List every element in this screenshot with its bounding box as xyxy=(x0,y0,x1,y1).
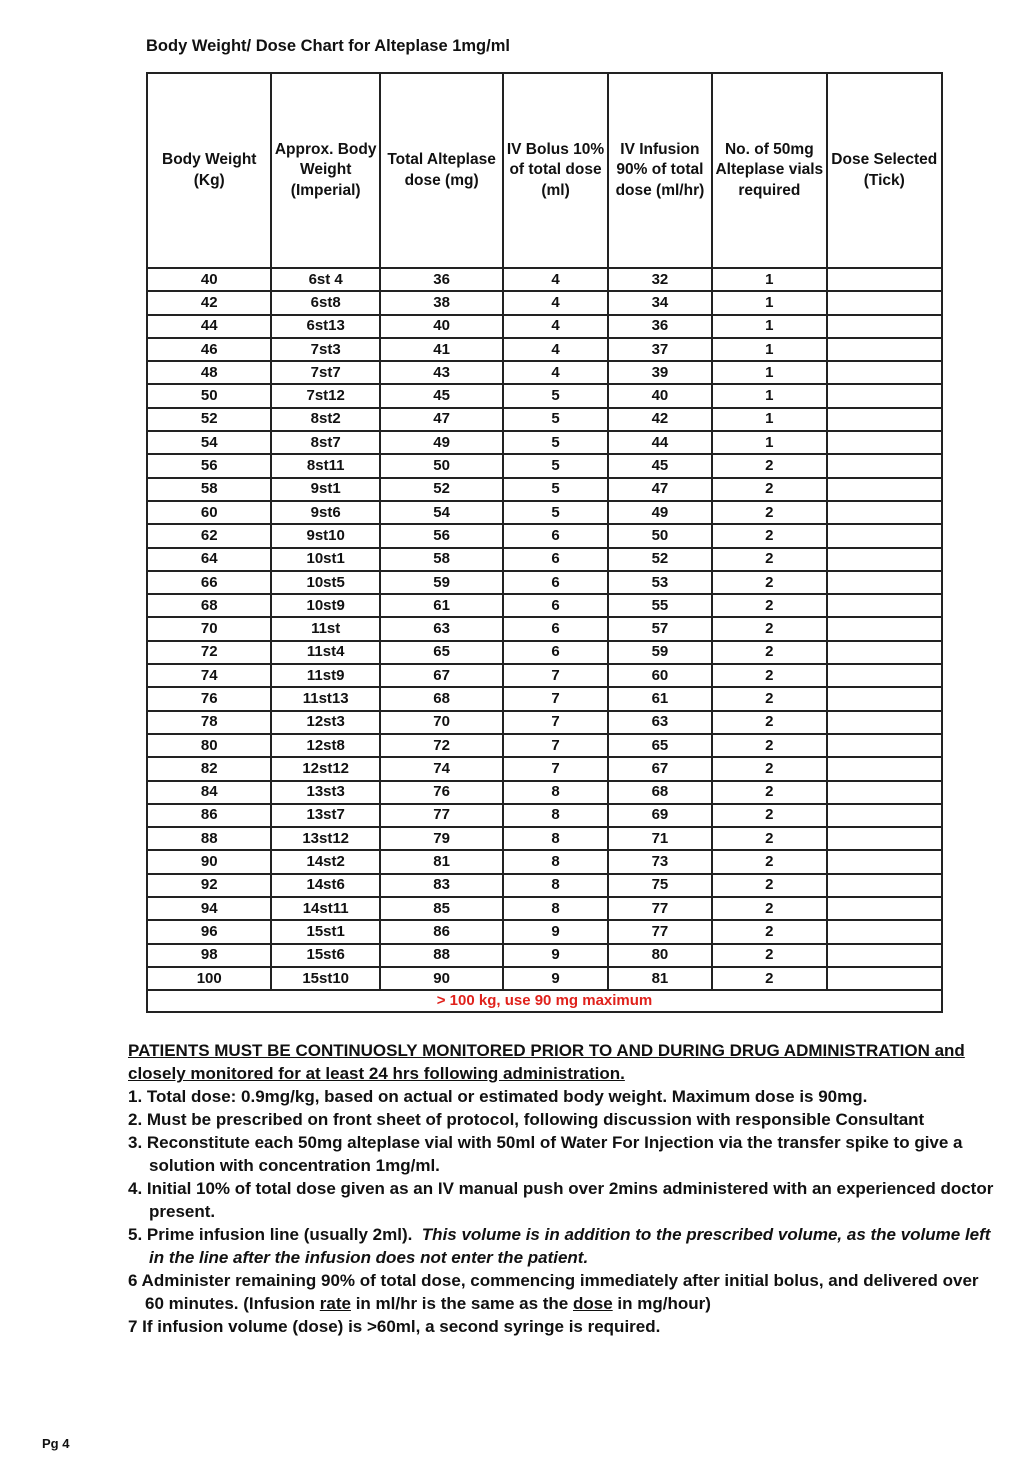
header-dose-selected: Dose Selected (Tick) xyxy=(827,73,942,268)
cell-weight-imperial: 14st6 xyxy=(271,874,379,897)
table-body xyxy=(147,268,942,990)
cell-vials: 2 xyxy=(712,781,826,804)
cell-iv-bolus: 7 xyxy=(503,757,607,780)
table-row xyxy=(147,594,942,617)
cell-total-dose: 83 xyxy=(380,874,503,897)
cell-dose-selected[interactable] xyxy=(827,338,942,361)
instruction-5 xyxy=(128,1223,998,1269)
cell-iv-infusion: 69 xyxy=(608,804,712,827)
cell-dose-selected[interactable] xyxy=(827,874,942,897)
cell-weight-kg: 84 xyxy=(147,781,271,804)
table-row xyxy=(147,454,942,477)
cell-weight-imperial: 12st3 xyxy=(271,711,379,734)
cell-iv-infusion: 59 xyxy=(608,641,712,664)
cell-iv-bolus: 8 xyxy=(503,850,607,873)
cell-iv-bolus: 7 xyxy=(503,664,607,687)
table-row xyxy=(147,408,942,431)
cell-dose-selected[interactable] xyxy=(827,617,942,640)
cell-weight-imperial: 12st12 xyxy=(271,757,379,780)
cell-dose-selected[interactable] xyxy=(827,944,942,967)
cell-dose-selected[interactable] xyxy=(827,478,942,501)
cell-total-dose: 52 xyxy=(380,478,503,501)
cell-weight-imperial: 13st3 xyxy=(271,781,379,804)
cell-total-dose: 67 xyxy=(380,664,503,687)
cell-weight-kg: 60 xyxy=(147,501,271,524)
cell-vials: 2 xyxy=(712,571,826,594)
cell-weight-kg: 44 xyxy=(147,315,271,338)
cell-vials: 1 xyxy=(712,291,826,314)
cell-total-dose: 88 xyxy=(380,944,503,967)
cell-total-dose: 65 xyxy=(380,641,503,664)
cell-weight-kg: 48 xyxy=(147,361,271,384)
cell-weight-kg: 50 xyxy=(147,384,271,407)
cell-iv-bolus: 6 xyxy=(503,524,607,547)
cell-iv-bolus: 4 xyxy=(503,361,607,384)
cell-weight-kg: 56 xyxy=(147,454,271,477)
table-row xyxy=(147,617,942,640)
cell-total-dose: 85 xyxy=(380,897,503,920)
table-row xyxy=(147,734,942,757)
table-row xyxy=(147,664,942,687)
instructions xyxy=(128,1039,998,1338)
cell-vials: 2 xyxy=(712,687,826,710)
cell-iv-bolus: 8 xyxy=(503,897,607,920)
cell-dose-selected[interactable] xyxy=(827,757,942,780)
cell-dose-selected[interactable] xyxy=(827,850,942,873)
cell-weight-kg: 98 xyxy=(147,944,271,967)
cell-vials: 2 xyxy=(712,920,826,943)
cell-vials: 2 xyxy=(712,501,826,524)
cell-iv-infusion: 77 xyxy=(608,920,712,943)
cell-dose-selected[interactable] xyxy=(827,524,942,547)
cell-total-dose: 68 xyxy=(380,687,503,710)
cell-total-dose: 49 xyxy=(380,431,503,454)
cell-dose-selected[interactable] xyxy=(827,384,942,407)
cell-iv-infusion: 71 xyxy=(608,827,712,850)
page-title: Body Weight/ Dose Chart for Alteplase 1mg/ml xyxy=(146,37,510,55)
cell-vials: 2 xyxy=(712,478,826,501)
cell-weight-imperial: 11st13 xyxy=(271,687,379,710)
cell-iv-infusion: 65 xyxy=(608,734,712,757)
cell-iv-infusion: 36 xyxy=(608,315,712,338)
cell-iv-bolus: 4 xyxy=(503,338,607,361)
cell-dose-selected[interactable] xyxy=(827,408,942,431)
cell-total-dose: 79 xyxy=(380,827,503,850)
cell-iv-infusion: 77 xyxy=(608,897,712,920)
table-row xyxy=(147,361,942,384)
cell-iv-bolus: 8 xyxy=(503,781,607,804)
cell-vials: 2 xyxy=(712,874,826,897)
cell-vials: 2 xyxy=(712,757,826,780)
cell-dose-selected[interactable] xyxy=(827,641,942,664)
cell-dose-selected[interactable] xyxy=(827,291,942,314)
cell-weight-imperial: 15st10 xyxy=(271,967,379,990)
cell-iv-infusion: 34 xyxy=(608,291,712,314)
table-row xyxy=(147,850,942,873)
table-row xyxy=(147,687,942,710)
cell-total-dose: 45 xyxy=(380,384,503,407)
cell-weight-kg: 100 xyxy=(147,967,271,990)
table-row xyxy=(147,874,942,897)
cell-weight-imperial: 9st10 xyxy=(271,524,379,547)
table-row xyxy=(147,548,942,571)
cell-iv-bolus: 8 xyxy=(503,874,607,897)
cell-total-dose: 72 xyxy=(380,734,503,757)
cell-iv-infusion: 50 xyxy=(608,524,712,547)
cell-weight-kg: 52 xyxy=(147,408,271,431)
instruction-6-text: 6 Administer remaining 90% of total dose, commencing immediately after initial bolus, and delivered over 60 minutes. (Infusion xyxy=(128,1271,979,1313)
table-row xyxy=(147,641,942,664)
cell-total-dose: 63 xyxy=(380,617,503,640)
cell-weight-kg: 88 xyxy=(147,827,271,850)
cell-weight-kg: 68 xyxy=(147,594,271,617)
cell-weight-kg: 80 xyxy=(147,734,271,757)
cell-iv-infusion: 63 xyxy=(608,711,712,734)
cell-vials: 1 xyxy=(712,431,826,454)
cell-iv-infusion: 81 xyxy=(608,967,712,990)
cell-iv-infusion: 75 xyxy=(608,874,712,897)
table-row xyxy=(147,431,942,454)
cell-total-dose: 59 xyxy=(380,571,503,594)
cell-iv-infusion: 57 xyxy=(608,617,712,640)
cell-total-dose: 61 xyxy=(380,594,503,617)
instruction-7: 7 If infusion volume (dose) is >60ml, a second syringe is required. xyxy=(128,1317,661,1336)
cell-iv-bolus: 5 xyxy=(503,408,607,431)
cell-weight-imperial: 13st7 xyxy=(271,804,379,827)
cell-iv-bolus: 9 xyxy=(503,967,607,990)
cell-weight-kg: 46 xyxy=(147,338,271,361)
cell-iv-infusion: 44 xyxy=(608,431,712,454)
cell-vials: 2 xyxy=(712,804,826,827)
cell-dose-selected[interactable] xyxy=(827,734,942,757)
cell-weight-kg: 86 xyxy=(147,804,271,827)
cell-dose-selected[interactable] xyxy=(827,967,942,990)
cell-dose-selected[interactable] xyxy=(827,664,942,687)
cell-dose-selected[interactable] xyxy=(827,268,942,291)
cell-weight-imperial: 10st1 xyxy=(271,548,379,571)
cell-vials: 2 xyxy=(712,664,826,687)
cell-weight-imperial: 11st9 xyxy=(271,664,379,687)
cell-total-dose: 74 xyxy=(380,757,503,780)
cell-iv-bolus: 8 xyxy=(503,827,607,850)
table-row xyxy=(147,291,942,314)
cell-weight-imperial: 7st12 xyxy=(271,384,379,407)
cell-iv-infusion: 39 xyxy=(608,361,712,384)
cell-vials: 1 xyxy=(712,315,826,338)
cell-weight-imperial: 6st 4 xyxy=(271,268,379,291)
cell-weight-imperial: 14st2 xyxy=(271,850,379,873)
cell-total-dose: 76 xyxy=(380,781,503,804)
cell-dose-selected[interactable] xyxy=(827,827,942,850)
instruction-3: 3. Reconstitute each 50mg alteplase vial with 50ml of Water For Injection via the transfer spike to give a solution with concentration 1mg/ml. xyxy=(128,1133,963,1175)
cell-weight-imperial: 15st6 xyxy=(271,944,379,967)
dose-chart-table xyxy=(146,72,943,1013)
header-iv-infusion: IV Infusion 90% of total dose (ml/hr) xyxy=(608,73,712,268)
cell-iv-bolus: 6 xyxy=(503,571,607,594)
cell-vials: 1 xyxy=(712,361,826,384)
header-iv-bolus: IV Bolus 10% of total dose (ml) xyxy=(503,73,607,268)
cell-weight-kg: 90 xyxy=(147,850,271,873)
header-body-weight-kg: Body Weight (Kg) xyxy=(147,73,271,268)
table-row xyxy=(147,804,942,827)
table-row xyxy=(147,524,942,547)
cell-iv-bolus: 5 xyxy=(503,454,607,477)
cell-vials: 2 xyxy=(712,967,826,990)
cell-weight-imperial: 13st12 xyxy=(271,827,379,850)
cell-weight-kg: 66 xyxy=(147,571,271,594)
cell-vials: 2 xyxy=(712,454,826,477)
cell-total-dose: 43 xyxy=(380,361,503,384)
table-row xyxy=(147,897,942,920)
cell-weight-kg: 64 xyxy=(147,548,271,571)
table-row xyxy=(147,268,942,291)
cell-weight-imperial: 7st7 xyxy=(271,361,379,384)
cell-weight-kg: 82 xyxy=(147,757,271,780)
cell-iv-infusion: 49 xyxy=(608,501,712,524)
cell-total-dose: 41 xyxy=(380,338,503,361)
cell-iv-infusion: 55 xyxy=(608,594,712,617)
table-row xyxy=(147,827,942,850)
cell-vials: 2 xyxy=(712,711,826,734)
cell-weight-imperial: 10st9 xyxy=(271,594,379,617)
instruction-1: 1. Total dose: 0.9mg/kg, based on actual or estimated body weight. Maximum dose is 90mg. xyxy=(128,1087,868,1106)
cell-iv-infusion: 73 xyxy=(608,850,712,873)
cell-iv-infusion: 67 xyxy=(608,757,712,780)
cell-iv-infusion: 80 xyxy=(608,944,712,967)
cell-total-dose: 47 xyxy=(380,408,503,431)
cell-iv-infusion: 40 xyxy=(608,384,712,407)
cell-weight-kg: 72 xyxy=(147,641,271,664)
cell-dose-selected[interactable] xyxy=(827,594,942,617)
cell-vials: 2 xyxy=(712,594,826,617)
cell-iv-infusion: 52 xyxy=(608,548,712,571)
header-total-dose: Total Alteplase dose (mg) xyxy=(380,73,503,268)
instruction-6-text-c: in mg/hour) xyxy=(617,1294,711,1313)
cell-total-dose: 36 xyxy=(380,268,503,291)
cell-weight-imperial: 15st1 xyxy=(271,920,379,943)
cell-weight-imperial: 9st6 xyxy=(271,501,379,524)
cell-weight-imperial: 8st7 xyxy=(271,431,379,454)
cell-total-dose: 77 xyxy=(380,804,503,827)
cell-vials: 2 xyxy=(712,944,826,967)
table-row xyxy=(147,711,942,734)
cell-iv-bolus: 6 xyxy=(503,641,607,664)
cell-iv-infusion: 53 xyxy=(608,571,712,594)
table-row xyxy=(147,967,942,990)
cell-vials: 2 xyxy=(712,827,826,850)
instruction-6-text-b: in ml/hr is the same as the xyxy=(355,1294,569,1313)
cell-total-dose: 50 xyxy=(380,454,503,477)
cell-vials: 2 xyxy=(712,641,826,664)
cell-iv-infusion: 68 xyxy=(608,781,712,804)
instruction-6-dose: dose xyxy=(573,1294,613,1313)
cell-weight-kg: 58 xyxy=(147,478,271,501)
cell-iv-bolus: 5 xyxy=(503,431,607,454)
page-number: Pg 4 xyxy=(42,1436,70,1451)
cell-weight-imperial: 9st1 xyxy=(271,478,379,501)
cell-iv-bolus: 4 xyxy=(503,291,607,314)
cell-total-dose: 38 xyxy=(380,291,503,314)
cell-iv-bolus: 9 xyxy=(503,944,607,967)
cell-iv-infusion: 32 xyxy=(608,268,712,291)
cell-weight-kg: 54 xyxy=(147,431,271,454)
cell-weight-kg: 78 xyxy=(147,711,271,734)
cell-weight-imperial: 6st13 xyxy=(271,315,379,338)
cell-iv-bolus: 6 xyxy=(503,594,607,617)
cell-total-dose: 54 xyxy=(380,501,503,524)
cell-dose-selected[interactable] xyxy=(827,315,942,338)
cell-weight-imperial: 11st xyxy=(271,617,379,640)
cell-vials: 1 xyxy=(712,408,826,431)
cell-dose-selected[interactable] xyxy=(827,361,942,384)
cell-iv-infusion: 37 xyxy=(608,338,712,361)
table-footer-row xyxy=(147,990,942,1012)
cell-iv-bolus: 4 xyxy=(503,315,607,338)
cell-total-dose: 56 xyxy=(380,524,503,547)
cell-dose-selected[interactable] xyxy=(827,711,942,734)
cell-iv-bolus: 4 xyxy=(503,268,607,291)
instruction-6-rate: rate xyxy=(319,1294,351,1313)
table-row xyxy=(147,315,942,338)
instruction-2: 2. Must be prescribed on front sheet of protocol, following discussion with responsible Consultant xyxy=(128,1110,925,1129)
table-row xyxy=(147,478,942,501)
cell-total-dose: 70 xyxy=(380,711,503,734)
cell-weight-imperial: 10st5 xyxy=(271,571,379,594)
max-dose-note: > 100 kg, use 90 mg maximum xyxy=(147,990,942,1012)
cell-weight-kg: 62 xyxy=(147,524,271,547)
cell-iv-bolus: 7 xyxy=(503,711,607,734)
cell-weight-kg: 94 xyxy=(147,897,271,920)
table-row xyxy=(147,338,942,361)
cell-iv-bolus: 5 xyxy=(503,384,607,407)
cell-weight-kg: 40 xyxy=(147,268,271,291)
header-body-weight-imperial: Approx. Body Weight (Imperial) xyxy=(271,73,379,268)
cell-weight-imperial: 14st11 xyxy=(271,897,379,920)
cell-weight-imperial: 8st2 xyxy=(271,408,379,431)
cell-dose-selected[interactable] xyxy=(827,920,942,943)
cell-iv-bolus: 5 xyxy=(503,478,607,501)
table-row xyxy=(147,920,942,943)
cell-total-dose: 90 xyxy=(380,967,503,990)
cell-dose-selected[interactable] xyxy=(827,454,942,477)
cell-weight-kg: 96 xyxy=(147,920,271,943)
cell-iv-bolus: 9 xyxy=(503,920,607,943)
cell-weight-kg: 76 xyxy=(147,687,271,710)
cell-dose-selected[interactable] xyxy=(827,571,942,594)
cell-iv-bolus: 6 xyxy=(503,617,607,640)
cell-iv-infusion: 47 xyxy=(608,478,712,501)
cell-weight-imperial: 6st8 xyxy=(271,291,379,314)
cell-dose-selected[interactable] xyxy=(827,687,942,710)
cell-iv-infusion: 61 xyxy=(608,687,712,710)
table-header-row xyxy=(147,73,942,268)
instruction-5-emphasis: This volume is in addition to the prescribed volume, as the volume left in the line after the infusion does not enter the patient. xyxy=(149,1225,991,1267)
cell-iv-bolus: 6 xyxy=(503,548,607,571)
cell-iv-infusion: 60 xyxy=(608,664,712,687)
cell-weight-imperial: 12st8 xyxy=(271,734,379,757)
table-row xyxy=(147,571,942,594)
table-row xyxy=(147,501,942,524)
cell-dose-selected[interactable] xyxy=(827,897,942,920)
instruction-5-text: 5. Prime infusion line (usually 2ml). xyxy=(128,1225,413,1244)
cell-total-dose: 40 xyxy=(380,315,503,338)
table-row xyxy=(147,757,942,780)
cell-iv-bolus: 5 xyxy=(503,501,607,524)
monitoring-warning: PATIENTS MUST BE CONTINUOSLY MONITORED PRIOR TO AND DURING DRUG ADMINISTRATION and closely monitored for at least 24 hrs following administration. xyxy=(128,1041,965,1083)
cell-vials: 1 xyxy=(712,338,826,361)
cell-vials: 2 xyxy=(712,548,826,571)
cell-total-dose: 86 xyxy=(380,920,503,943)
cell-iv-infusion: 45 xyxy=(608,454,712,477)
cell-total-dose: 81 xyxy=(380,850,503,873)
cell-vials: 2 xyxy=(712,850,826,873)
header-vials-required: No. of 50mg Alteplase vials required xyxy=(712,73,826,268)
cell-dose-selected[interactable] xyxy=(827,501,942,524)
cell-dose-selected[interactable] xyxy=(827,804,942,827)
instruction-6 xyxy=(128,1269,998,1315)
cell-weight-kg: 92 xyxy=(147,874,271,897)
cell-iv-bolus: 7 xyxy=(503,687,607,710)
cell-vials: 2 xyxy=(712,734,826,757)
instruction-4: 4. Initial 10% of total dose given as an IV manual push over 2mins administered with an experienced doctor present. xyxy=(128,1179,994,1221)
cell-vials: 2 xyxy=(712,524,826,547)
cell-weight-imperial: 8st11 xyxy=(271,454,379,477)
cell-vials: 2 xyxy=(712,897,826,920)
table-row xyxy=(147,781,942,804)
cell-vials: 1 xyxy=(712,268,826,291)
cell-vials: 2 xyxy=(712,617,826,640)
cell-weight-kg: 70 xyxy=(147,617,271,640)
cell-iv-bolus: 8 xyxy=(503,804,607,827)
cell-weight-imperial: 11st4 xyxy=(271,641,379,664)
cell-weight-imperial: 7st3 xyxy=(271,338,379,361)
cell-dose-selected[interactable] xyxy=(827,431,942,454)
table-row xyxy=(147,944,942,967)
cell-iv-infusion: 42 xyxy=(608,408,712,431)
cell-iv-bolus: 7 xyxy=(503,734,607,757)
cell-vials: 1 xyxy=(712,384,826,407)
cell-dose-selected[interactable] xyxy=(827,548,942,571)
cell-weight-kg: 42 xyxy=(147,291,271,314)
cell-weight-kg: 74 xyxy=(147,664,271,687)
cell-dose-selected[interactable] xyxy=(827,781,942,804)
table-row xyxy=(147,384,942,407)
cell-total-dose: 58 xyxy=(380,548,503,571)
